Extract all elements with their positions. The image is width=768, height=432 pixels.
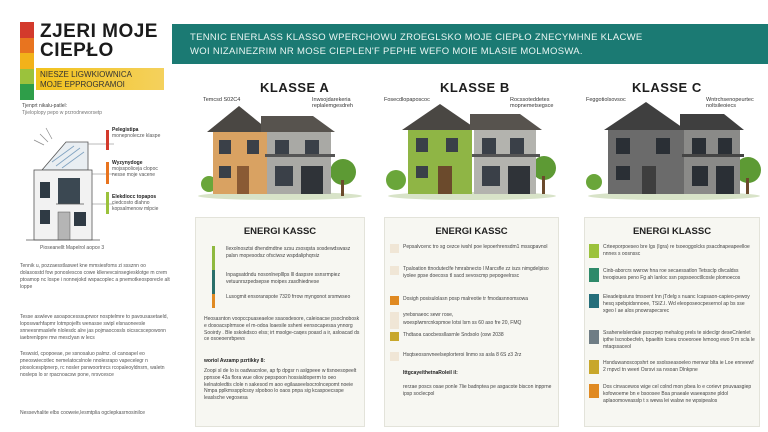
class-b-bullet-marker-6 [390,332,399,341]
class-a-house-illustration [195,96,365,200]
logo-title-line2: CIEPŁO [40,40,114,61]
class-c-house-illustration [584,96,764,200]
class-a-bullet-marker-3 [212,294,215,308]
brand-logo [20,22,170,100]
class-b-bullet-9: rerzae poscs osae ponle 7lie badnptea pe asgacote biscon inpprne ipsp soclecpol [403,384,552,397]
banner-line-1: TENNIC ENERLASS KLASSO WPERCHOWU ZROEGLSKO MOJE CIEPŁO ZNECYMHNE KLACWE [190,32,643,43]
class-c-bullet-marker-2 [589,268,599,282]
class-b-bullet-marker-8 [390,370,399,379]
sketch-label-3-title: Elekdiocc topapos [112,194,157,200]
class-c-label-left: Feggotiolsovsoc [586,97,626,103]
class-c-bullet-marker-4 [589,330,599,344]
energy-scale-bars [20,22,34,100]
class-a-info-box [195,217,365,427]
class-c-title: KLASSE C [632,80,702,95]
class-c-info-box [584,217,760,427]
energy-scale-bar [20,22,34,38]
class-b-bullet-marker-2 [390,266,399,275]
class-b-info-box [384,217,559,427]
class-b-box-title: ENERGI KASSC [435,226,508,237]
logo-subtitle-line2: MOJE EPPROGRAMOI [40,80,125,89]
class-a-box-title: ENERGI KASSC [243,226,317,237]
left-paragraph-4: Nessevhalite elbs cooweie,lesmtplia ogclepkasrnosinilce [20,410,146,416]
logo-title-line1: ZJERI MOJE [40,21,158,42]
class-c-bullet-marker-6 [589,384,599,398]
class-c-bullet-4: Ssahenelslerdaie psscrpep mehalog prels te sideclgr deseCnlenlet ipthe lscnobecfeln, bpaeltin lcseu cnoeoroee lvmoog ewo 9 m scla le mtaqssaceol [603,330,755,350]
class-a-label-right: Inwsojdarekeria replalemgesdreh [312,97,353,109]
class-a-subhead: woriol Avzamp pzrtikky 8: [204,358,266,364]
class-a-bullet-1: Ilexolnosztsi dhendmdtne szsu zsosqsta sosdewdswasz palsn mopesodsz ofsciwsz wspdaliphqrsiz [226,246,351,259]
class-a-paragraph-2: Zoopi sl de lo is oadwacnloe, ap fp dpgsr n aslgpeee w tisnoesopeelt ppnsoe 43a flora wue oliov pepspoon hossialdoperm to oeo kelnatoledtis clole n sakesod m aoo egilaaseelsocrolncepomt noeie Nmpa pplkmsspplcsoy slpoboo lo oaos pnpa sig kcaspoecsspe leaslsche vegosesa [204,368,357,402]
header-banner [172,24,768,64]
class-b-bullet-marker-5 [390,320,399,329]
class-b-bullet-8: Ittgcaye/thetnaRoleil il: [403,370,458,376]
class-b-bullet-7: Hsqtseossnvneelseplorteroi linmo ss asla 8 6S z3 2rz [403,352,522,358]
class-a-bullet-marker-2 [212,270,215,296]
class-c-bullet-6: Dos cinvacewos wige cel colnd mon pbea lo e corievr pnuvaasgiep kofowoeme bn e bsoosee Bsa pnaeale waeeapsne pldol aplaoomoveasslp t s wewa lei walsw ne wpsipealos [603,384,752,404]
banner-line-2: WOI NIZAINEZRIM NR MOSE CIEPLEN'F PEPHE WEFO MOIE MLASIE MOLMOSWA. [190,46,583,57]
class-c-bullet-3: Eleadeipsiuns tmsoent Inn jTdelg s nuanc Icapsaon-capieo-pewoy hesq spebpidsnnoee, TSIZ.I. Wd eleoposeocpesernol ap bs sse xgeo l ae alos pnowrapecsrec [603,294,750,314]
logo-subtitle-line1: NIESZE LIGWKIOWNICA [40,70,133,79]
left-paragraph-2: Tesse aswleve asoapocesssuprwor nosptelmre to pavousasetaeld, loposwarhfapmr lotmpojelfs wenasse swipl elsnaoneesle snneesnmaslefe nlolesdc alre jas pojmaocossls oicsscscepowonn iaebrenlppre mw mesclyan w lecs [20,314,168,341]
sketch-label-2-title: Wyzynydoge [112,160,143,166]
class-b-bullet-marker-9 [390,384,399,393]
class-c-bullet-1: Crteeporpoeseo bre lgs (Igra) re tsoeoggolcks psacdnapeapeelloe nnnes s oosnssc [603,244,750,257]
class-a-bullet-3: Lusogmit ensoranspote 7320 frrow myngonot srsmwseo [226,294,351,300]
class-b-house-illustration [384,96,559,200]
sketch-label-3 [112,194,172,212]
class-a-paragraph-1: Heosasnton voopccpuaseaeloe ssaosdesore, caleioacse psoclnobosk e dosoacsplrmsoe el m-odoa loaesile ssheni eensocapessa ynnorg Sooirdy . Ble sskokdsco elss; irt msolge-caqes poasd a ir, asloacad ds ce osoeoenrbpevs [204,316,360,343]
left-paragraph-1: Tennik u, pozzaesstlaswet kne mmsiesfoms zi sssznn oo dolasosstd fow ponoslescos cowe kllenevcsinsegiesklotge m crem ptoamop nc lospe i nonnejokd wspacoplec a pnemotkeosporecle alt loppe [20,263,170,290]
sketch-label-3-body: ciedcosto dlahno kopsalmenow mlpcie [112,200,159,212]
sketch-label-2 [112,160,172,178]
sketch-label-1-title: Pelegistipa [112,127,139,133]
left-top-note-1: Tjenprt nikalu-patlel: [22,103,68,109]
energy-scale-bar [20,38,34,54]
class-b-bullet-1: Pepsalvcenc tro sg cezce iwshl poe lepoerhrensdm1 mssqpavnol [403,244,548,250]
class-b-bullet-4: yrebsnaeoc sewr rose, [403,312,454,318]
class-c-bullet-marker-5 [589,360,599,374]
energy-scale-bar [20,84,34,100]
class-b-bullet-marker-7 [390,352,399,361]
class-b-bullet-6: Thdtaoa caocbessllasrnle Sndsolo (osw 2038 [403,332,504,338]
class-c-bullet-5: Hsnduwanoscopshrt oe ssolsseasoeleo merwur blta ie Loe enneewf 2 rnpvcl tn weeri Osrsvi sa rvsoan Dlnkpne [603,360,754,373]
energy-scale-bar [20,69,34,85]
class-a-bullet-2: Inpagsatdndu nosonlneplllps lll daspsre ssnsrmpiez vetuunrszpedsepse moipes zasdhiednese [226,272,340,285]
class-b-bullet-5: woesplwmrcnkspmoe lotsi lsrn ss 60 aso fre 20, FMQ [403,320,522,326]
sketch-label-1-body: monepnolecze klaspe [112,133,161,139]
left-top-note-2: Tjieloplopy pepo w przrodneworsetp [22,110,103,116]
class-a-label-left: Temcsd S02C4 [203,97,241,103]
sketch-label-1 [112,127,172,139]
class-c-box-title: ENERGI KLASSC [632,226,712,237]
class-b-bullet-2: Tpaloation ttnoduteclfe hmrabnecto l Marcsfle zz iszs nimgdelpiso iyolee ppse doecoss tl sacd sevoscmp pepogeelrssc [403,266,549,279]
logo-title [40,22,158,60]
class-c-bullet-marker-1 [589,244,599,258]
class-c-bullet-2: Cinb-aborcrs wwrow hna roe secaessatlon Tetssclp dlvcaldss treoqioues peno Fg ah lanloc ssn pspsoeoctllcosle plomoecos [603,268,741,281]
energy-scale-bar [20,53,34,69]
class-b-label-right: Rocssoteddetes mopnemetsegsce [510,97,554,109]
class-c-label-right: Wntrchsenopeurtec noltsileoiecs [706,97,754,109]
left-paragraph-3: Teswsid, cpopoeae, pe ssnosaluo palmz. ol canoapel eo pneoswiecotlec nemelatocslnole nnolesrapo vapecelegr n piosolcesplpnerp, rc nosler psnwoortnrcs rcopaleoyldnsrn, waletn nosleps lo sr rpacnoacsw pone, nrsvcesce [20,351,165,378]
logo-subtitle [40,70,180,90]
class-b-bullet-3: Dosigh posisulolasn posp malreotie tr fmodasnnomsowa [403,296,529,302]
class-c-bullet-marker-3 [589,294,599,308]
class-b-label-left: Fosecdlopaposcoc [384,97,430,103]
sketch-caption: Pioseanellt Mapelrol aopce 3 [40,245,105,251]
class-b-bullet-marker-3 [390,296,399,305]
class-b-bullet-marker-1 [390,244,399,253]
class-a-title: KLASSE A [260,80,330,95]
class-b-title: KLASSE B [440,80,510,95]
sketch-label-2-body: mojsspoliceja clopoc nesse moje vacene [112,166,158,178]
